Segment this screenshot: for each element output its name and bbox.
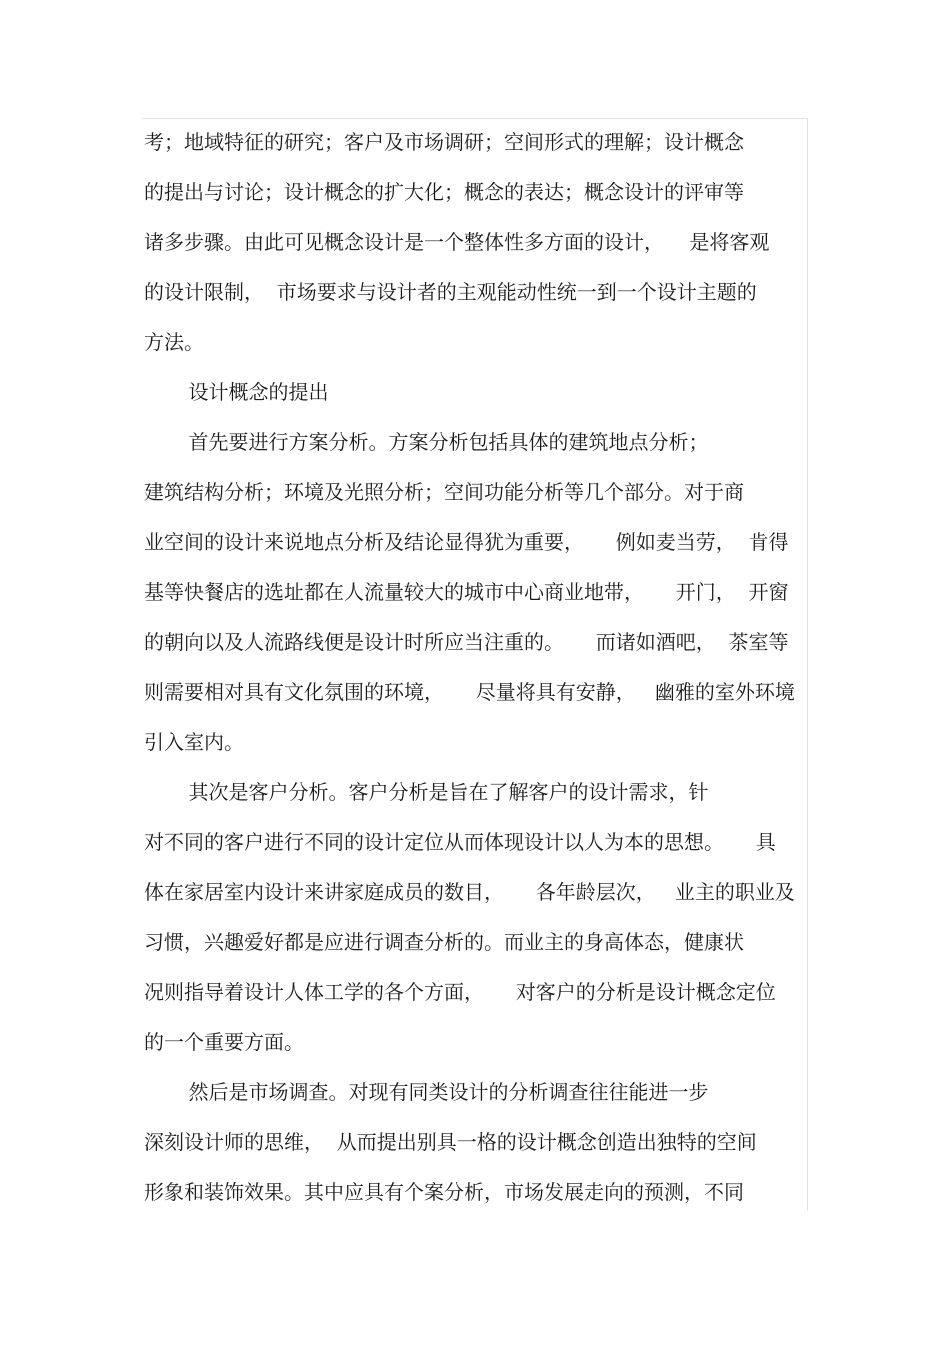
text-line: 的设计限制， 市场要求与设计者的主观能动性统一到一个设计主题的 <box>144 280 757 304</box>
text-line: 诸多步骤。由此可见概念设计是一个整体性多方面的设计， 是将客观 <box>144 230 770 254</box>
text-line: 则需要相对具有文化氛围的环境， 尽量将具有安静， 幽雅的室外环境 <box>144 680 795 704</box>
text-line: 体在家居室内设计来讲家庭成员的数目， 各年龄层次， 业主的职业及 <box>144 880 795 904</box>
text-line: 况则指导着设计人体工学的各个方面， 对客户的分析是设计概念定位 <box>144 980 776 1004</box>
text-line: 业空间的设计来说地点分析及结论显得犹为重要， 例如麦当劳， 肯得 <box>144 530 789 554</box>
text-line: 对不同的客户进行不同的设计定位从而体现设计以人为本的思想。 具 <box>144 830 776 854</box>
text-line: 习惯，兴趣爱好都是应进行调查分析的。而业主的身高体态，健康状 <box>144 930 744 954</box>
text-line: 的朝向以及人流路线便是设计时所应当注重的。 而诸如酒吧， 茶室等 <box>144 630 789 654</box>
text-line: 的提出与讨论；设计概念的扩大化；概念的表达；概念设计的评审等 <box>144 180 744 204</box>
text-line: 基等快餐店的选址都在人流量较大的城市中心商业地带， 开门， 开窗 <box>144 580 789 604</box>
text-line: 形象和装饰效果。其中应具有个案分析，市场发展走向的预测，不同 <box>144 1180 744 1204</box>
text-line: 考；地域特征的研究；客户及市场调研；空间形式的理解；设计概念 <box>144 130 744 154</box>
text-line: 建筑结构分析；环境及光照分析；空间功能分析等几个部分。对于商 <box>144 480 744 504</box>
text-line: 的一个重要方面。 <box>144 1030 304 1054</box>
text-line: 首先要进行方案分析。方案分析包括具体的建筑地点分析； <box>144 430 709 454</box>
text-line: 然后是市场调查。对现有同类设计的分析调查往往能进一步 <box>144 1080 709 1104</box>
document-body <box>144 117 812 1217</box>
text-line: 方法。 <box>144 330 204 354</box>
text-line: 引入室内。 <box>144 730 244 754</box>
text-line: 其次是客户分析。客户分析是旨在了解客户的设计需求，针 <box>144 780 709 804</box>
section-heading: 设计概念的提出 <box>144 380 329 404</box>
text-line: 深刻设计师的思维， 从而提出别具一格的设计概念创造出独特的空间 <box>144 1130 757 1154</box>
